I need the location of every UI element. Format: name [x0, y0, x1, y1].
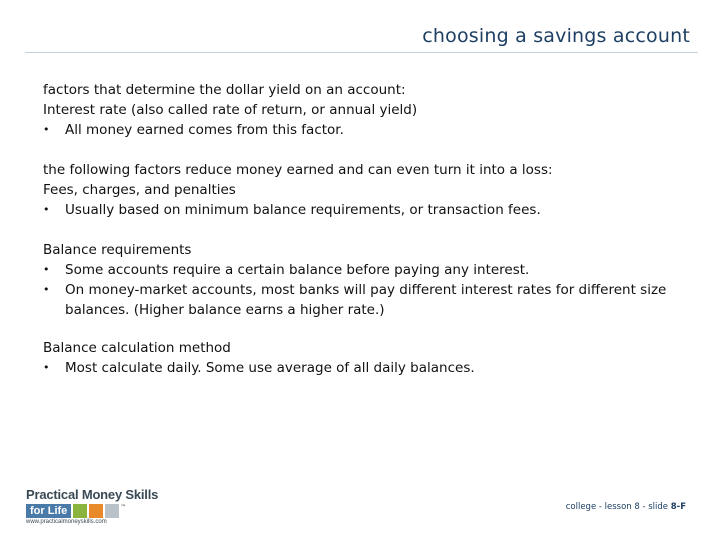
section-heading: factors that determine the dollar yield on an account: — [43, 82, 406, 98]
section-yield-factors — [43, 80, 683, 140]
section-subheading: Fees, charges, and penalties — [43, 182, 236, 198]
logo-title: Practical Money Skills — [26, 487, 159, 502]
bullet-icon: • — [43, 263, 50, 276]
bullet-item — [43, 120, 683, 140]
bullet-text: Most calculate daily. Some use average of all daily balances. — [65, 360, 475, 376]
brand-logo — [26, 487, 161, 527]
bullet-icon: • — [43, 123, 50, 136]
logo-trademark: ™ — [120, 504, 127, 511]
section-heading: the following factors reduce money earned and can even turn it into a loss: — [43, 162, 553, 178]
bullet-text: Some accounts require a certain balance before paying any interest. — [65, 262, 530, 278]
section-reduce-factors — [43, 160, 683, 220]
logo-url: www.practicalmoneyskills.com — [26, 519, 107, 525]
bullet-item — [43, 200, 683, 220]
bullet-text: Usually based on minimum balance requirements, or transaction fees. — [65, 202, 541, 218]
section-heading: Balance requirements — [43, 242, 192, 258]
title-divider — [25, 52, 698, 53]
logo-square-orange — [89, 504, 103, 518]
slide-title: choosing a savings account — [422, 25, 690, 47]
bullet-item — [43, 358, 683, 378]
section-subheading: Interest rate (also called rate of return, or annual yield) — [43, 102, 418, 118]
bullet-text: All money earned comes from this factor. — [65, 122, 344, 138]
logo-square-gray — [105, 504, 119, 518]
bullet-item — [43, 260, 683, 280]
bullet-icon: • — [43, 361, 50, 374]
footer-text: college - lesson 8 - slide — [565, 502, 671, 512]
footer-slide-number: 8-F — [670, 502, 686, 512]
section-balance-requirements — [43, 240, 683, 320]
slide-content — [43, 80, 683, 398]
logo-for-life: for Life — [26, 504, 71, 518]
section-calculation-method — [43, 338, 683, 378]
section-heading: Balance calculation method — [43, 340, 231, 356]
bullet-text: On money-market accounts, most banks will pay different interest rates for different size balances. (Higher balance earns a higher rate.) — [65, 282, 667, 318]
bullet-icon: • — [43, 283, 50, 296]
bullet-item — [43, 280, 683, 320]
logo-row — [26, 504, 161, 518]
bullet-icon: • — [43, 203, 50, 216]
slide-footer — [566, 502, 686, 512]
logo-square-green — [73, 504, 87, 518]
